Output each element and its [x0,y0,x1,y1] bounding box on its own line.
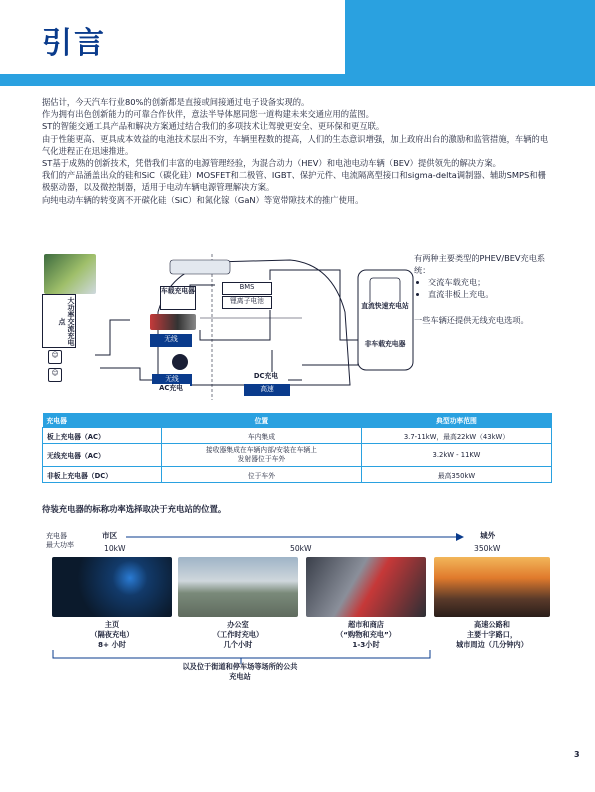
charging-diagram [40,250,415,410]
table-header-row [43,413,552,428]
office-photo [178,557,298,617]
location-supermarket: 超市和商店 （“购物和充电”） 1-3小时 [336,620,396,649]
power-caption: 待装充电器的标称功率选择取决于充电站的位置。 [42,504,227,514]
note-intro: 有两种主要类型的PHEV/BEV充电系统： [414,253,546,275]
header-accent-block [345,0,595,86]
location-home: 主页 （隔夜充电） 8+ 小时 [90,620,134,649]
table-cell: 无线充电器（AC） [43,444,162,467]
page-title: 引言 [42,26,106,61]
table-cell: 位于车外 [162,467,362,483]
power-value: 50kW [290,544,312,553]
note-extra: 一些车辆还提供无线充电选项。 [414,315,529,325]
page-number: 3 [574,750,580,759]
supermarket-photo [306,557,426,617]
high-speed-label: 高速 [244,384,290,396]
list-item: • 交流车载充电； [428,276,559,288]
table-cell: 板上充电器（AC） [43,428,162,444]
location-office: 办公室 （工作时充电） 几个小时 [212,620,264,649]
power-value: 350kW [474,544,501,553]
charger-table [42,413,552,483]
table-row [43,428,552,444]
table-cell: 3.7-11kW，最高22kW（43kW） [361,428,551,444]
onboard-charger: 车载充电器 [160,286,196,310]
intro-paragraph: 向纯电动车辆的转变离不开碳化硅（SiC）和氮化镓（GaN）等宽带隙技术的推广使用。 [42,194,364,205]
intro-paragraph: 我们的产品涵盖出众的硅和SiC（碳化硅）MOSFET和二极管、IGBT、保护元件、电流隔离型接口和sigma-delta调制器、辅助SMPS和栅极驱动器，以及微控制器，适用于电动车辆电源管理解决方案。 [42,170,546,193]
max-power-label: 充电器 最大功率 [46,532,74,549]
intro-paragraph: 据估计，今天汽车行业80%的创新都是直接或间接通过电子设备实现的。 [42,97,310,107]
dc-fast-station-label: 直流快速充电站 [360,302,410,322]
intro-paragraph: ST基于成熟的创新技术，凭借我们丰富的电源管理经验，为混合动力（HEV）和电池电动车辆（BEV）提供领先的解决方案。 [42,158,501,169]
public-charging-note: 以及位于街道和停车场等场所的公共充电站 [182,662,298,681]
list-item: • 直流非板上充电。 [428,288,559,300]
intro-paragraph: ST的智能交通工具产品和解决方案通过结合我们的多项技术让驾驶更安全、更环保和更互联。 [42,121,385,132]
wireless-label-onboard: 无线 [150,334,192,347]
table-row [43,444,552,467]
table-row [43,467,552,483]
intro-paragraph: 作为拥有出色创新能力的可靠合作伙伴，意法半导体愿同您一道构建未来交通应用的蓝图。 [42,109,374,120]
table-cell: 最高350kW [361,467,551,483]
column-header: 位置 [162,413,362,428]
bms-box: BMS [222,282,272,295]
charging-photo [44,254,96,294]
wireless-label-ground: 无线 [152,374,192,386]
column-header: 充电器 [43,413,162,428]
wireless-pad-photo [150,314,196,330]
charging-types-list [414,276,559,300]
ac-charge-label: AC充电 [152,384,190,394]
suburb-label: 城外 [480,531,496,540]
intro-text [42,96,552,206]
intro-paragraph: 由于性能更高、更具成本效益的电池技术层出不穷，车辆里程数的提高，人们的生态意识增强，加上政府出台的激励和监管措施，车辆的电气化进程正在迅速推进。 [42,133,549,156]
outlet-icon: ☺ [48,368,62,382]
outlet-icon: ☺ [48,350,62,364]
diagram-lines [40,250,415,410]
column-header: 典型功率范围 [361,413,551,428]
power-value: 10kW [104,544,126,553]
home-photo [52,557,172,617]
offboard-charger-label: 非车载充电器 [360,340,410,360]
location-highway: 高速公路和 主要十字路口， 城市周边（几分钟内） [456,620,528,649]
charging-types-note [414,252,559,326]
table-cell: 车内集成 [162,428,362,444]
table-cell: 3.2kW - 11KW [361,444,551,467]
li-battery-box: 锂离子电池 [222,296,272,309]
highway-photo [434,557,550,617]
city-label: 市区 [102,531,118,540]
header-stripe [0,74,345,86]
table-cell: 接收器集成在车辆内部/安装在车辆上 发射器位于车外 [162,444,362,467]
dc-charge-label: DC充电 [244,372,288,382]
high-power-ac-point: 大功率交流充电点 [42,294,76,348]
power-scale-arrow [126,532,466,542]
table-cell: 非板上充电器（DC） [43,467,162,483]
